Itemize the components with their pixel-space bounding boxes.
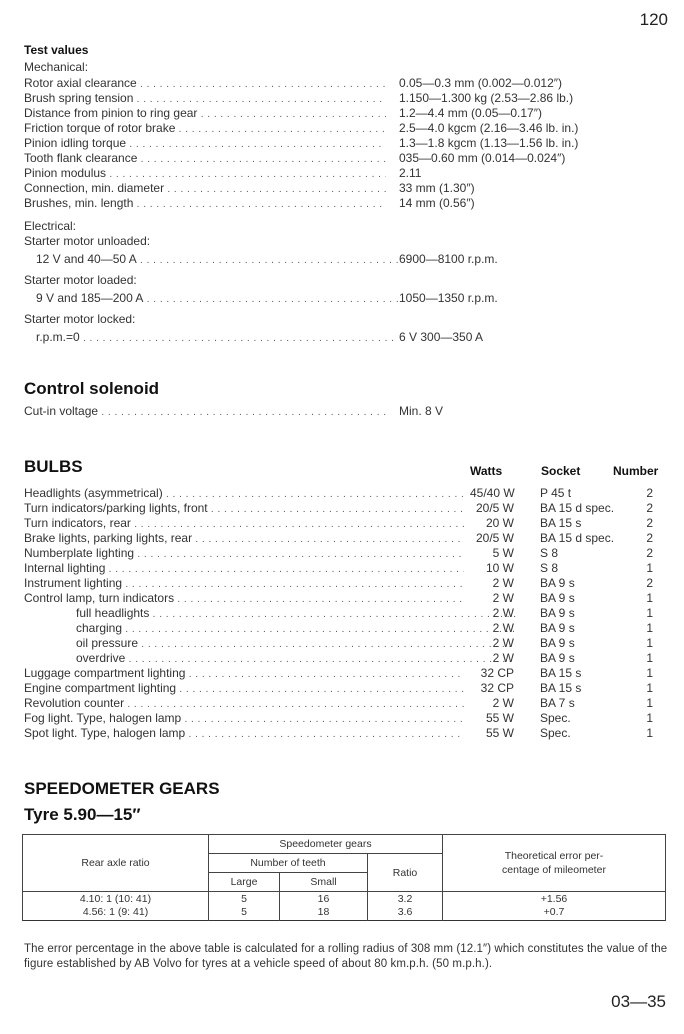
bulb-number: 2 xyxy=(646,531,653,545)
bulb-watts: 2 W xyxy=(492,606,514,620)
mechanical-value: 1.2—4.4 mm (0.05—0.17″) xyxy=(399,106,542,120)
bulb-watts: 32 CP xyxy=(480,666,514,680)
ratio-header: Ratio xyxy=(368,854,443,892)
bulb-label: Revolution counter . . . xyxy=(24,696,464,712)
error-cells xyxy=(443,892,666,921)
mechanical-label: Mechanical: xyxy=(24,60,89,74)
large-value: 5 xyxy=(241,906,247,918)
error-header-line-1: Theoretical error per- xyxy=(504,850,604,862)
bulb-watts: 2 W xyxy=(492,696,514,710)
bulb-socket: BA 15 d spec. xyxy=(540,501,615,515)
bulb-socket: Spec. xyxy=(540,726,571,740)
mechanical-label: Pinion idling torque . . . xyxy=(24,136,386,152)
bulb-number: 1 xyxy=(646,681,653,695)
page-reference: 03—35 xyxy=(611,992,666,1011)
electrical-value: 6900—8100 r.p.m. xyxy=(399,252,498,266)
large-header: Large xyxy=(209,873,280,892)
cut-in-voltage-value: Min. 8 V xyxy=(399,404,444,418)
electrical-heading: Starter motor loaded: xyxy=(24,273,137,287)
electrical-label: r.p.m.=0 . . . xyxy=(24,330,398,346)
control-solenoid-title: Control solenoid xyxy=(24,379,160,398)
small-value: 16 xyxy=(317,893,330,905)
mechanical-value: 33 mm (1.30″) xyxy=(399,181,475,195)
bulb-socket: BA 9 s xyxy=(540,621,575,635)
error-header-line-2: centage of mileometer xyxy=(502,864,606,876)
bulb-watts: 2 W xyxy=(492,591,514,605)
ratio-value: 3.6 xyxy=(397,906,413,918)
bulb-label: Headlights (asymmetrical) . . . xyxy=(24,486,464,502)
bulb-label: Turn indicators/parking lights, front . . . xyxy=(24,501,464,517)
mechanical-label: Friction torque of rotor brake . . . xyxy=(24,121,386,137)
bulb-label: Engine compartment lighting . . . xyxy=(24,681,464,697)
speedometer-gears-table xyxy=(22,834,666,921)
mechanical-value: 1.150—1.300 kg (2.53—2.86 lb.) xyxy=(399,91,574,105)
mechanical-value: 1.3—1.8 kgcm (1.13—1.56 lb. in.) xyxy=(399,136,579,150)
bulb-label: oil pressure . . . xyxy=(24,636,516,652)
electrical-heading: Starter motor locked: xyxy=(24,312,136,326)
bulb-socket: P 45 t xyxy=(540,486,572,500)
bulb-label: Brake lights, parking lights, rear . . . xyxy=(24,531,464,547)
error-value: +1.56 xyxy=(540,893,568,905)
rear-axle-header: Rear axle ratio xyxy=(23,835,209,892)
small-value: 18 xyxy=(317,906,330,918)
bulb-socket: BA 15 s xyxy=(540,666,582,680)
socket-header: Socket xyxy=(541,464,581,478)
electrical-label: Electrical: xyxy=(24,219,77,233)
large-cells xyxy=(209,892,280,921)
tyre-subtitle: Tyre 5.90—15″ xyxy=(24,805,141,824)
bulb-watts: 45/40 W xyxy=(470,486,515,500)
watts-header: Watts xyxy=(470,464,503,478)
bulb-label: charging . . . xyxy=(24,621,516,637)
bulb-number: 1 xyxy=(646,591,653,605)
mechanical-label: Brushes, min. length . . . xyxy=(24,196,386,212)
mechanical-label: Pinion modulus . . . xyxy=(24,166,386,182)
bulb-watts: 2 W xyxy=(492,576,514,590)
bulb-socket: BA 15 s xyxy=(540,681,582,695)
rear-axle-value: 4.56: 1 (9: 41) xyxy=(82,906,149,918)
ratio-cells xyxy=(368,892,443,921)
bulb-watts: 32 CP xyxy=(480,681,514,695)
bulbs-title: BULBS xyxy=(24,457,83,476)
mechanical-value: 035—0.60 mm (0.014—0.024″) xyxy=(399,151,566,165)
rear-axle-cells xyxy=(23,892,209,921)
bulb-socket: BA 9 s xyxy=(540,651,575,665)
small-cells xyxy=(280,892,368,921)
bulb-watts: 10 W xyxy=(485,561,514,575)
mechanical-label: Connection, min. diameter . . . xyxy=(24,181,386,197)
bulb-watts: 55 W xyxy=(485,711,514,725)
electrical-label: 12 V and 40—50 A . . . xyxy=(24,252,398,268)
speedometer-title: SPEEDOMETER GEARS xyxy=(24,779,220,798)
mechanical-label: Rotor axial clearance . . . xyxy=(24,76,386,92)
mechanical-label: Distance from pinion to ring gear . . . xyxy=(24,106,386,122)
error-header xyxy=(443,835,666,892)
bulb-number: 1 xyxy=(646,666,653,680)
bulb-watts: 20/5 W xyxy=(475,501,514,515)
bulb-number: 2 xyxy=(646,501,653,515)
small-header: Small xyxy=(280,873,368,892)
bulb-label: Turn indicators, rear . . . xyxy=(24,516,464,532)
ratio-value: 3.2 xyxy=(397,893,413,905)
bulb-number: 1 xyxy=(646,726,653,740)
bulb-label: Internal lighting . . . xyxy=(24,561,464,577)
mechanical-value: 0.05—0.3 mm (0.002—0.012″) xyxy=(399,76,562,90)
bulb-socket: BA 9 s xyxy=(540,606,575,620)
bulb-socket: BA 9 s xyxy=(540,576,575,590)
electrical-value: 1050—1350 r.p.m. xyxy=(399,291,498,305)
bulb-watts: 20 W xyxy=(485,516,514,530)
mechanical-label: Brush spring tension . . . xyxy=(24,91,386,107)
bulb-label: Instrument lighting . . . xyxy=(24,576,464,592)
bulb-label: Control lamp, turn indicators . . . xyxy=(24,591,464,607)
test-values-title: Test values xyxy=(24,43,89,57)
bulb-number: 1 xyxy=(646,621,653,635)
bulb-number: 1 xyxy=(646,561,653,575)
mechanical-value: 2.5—4.0 kgcm (2.16—3.46 lb. in.) xyxy=(399,121,579,135)
bulb-label: Numberplate lighting . . . xyxy=(24,546,464,562)
bulb-number: 2 xyxy=(646,546,653,560)
rear-axle-value: 4.10: 1 (10: 41) xyxy=(79,893,152,905)
mechanical-value: 2.11 xyxy=(399,166,422,180)
bulb-number: 1 xyxy=(646,711,653,725)
bulb-watts: 55 W xyxy=(485,726,514,740)
bulb-socket: BA 9 s xyxy=(540,591,575,605)
electrical-heading: Starter motor unloaded: xyxy=(24,234,151,248)
bulb-label: full headlights . . . xyxy=(24,606,516,622)
gears-header: Speedometer gears xyxy=(209,835,443,854)
bulb-number: 2 xyxy=(646,576,653,590)
bulb-watts: 2 W xyxy=(492,636,514,650)
bulb-watts: 5 W xyxy=(492,546,514,560)
bulb-label: Spot light. Type, halogen lamp . . . xyxy=(24,726,464,742)
bulb-socket: BA 7 s xyxy=(540,696,575,710)
bulb-number: 1 xyxy=(646,696,653,710)
bulb-watts: 20/5 W xyxy=(475,531,514,545)
bulb-socket: BA 9 s xyxy=(540,636,575,650)
bulb-number: 1 xyxy=(646,636,653,650)
cut-in-voltage-label: Cut-in voltage . . . xyxy=(24,404,386,420)
error-percentage-note: The error percentage in the above table is calculated for a rolling radius of 308 mm (12.1″) which constitutes the value of the figure established by AB Volvo for tyres at a vehicle speed of about 80 km.p.h. (50 m.p.h.). xyxy=(24,943,668,970)
bulb-watts: 2 W xyxy=(492,621,514,635)
bulb-number: 1 xyxy=(646,606,653,620)
bulb-label: overdrive . . . xyxy=(24,651,516,667)
bulb-socket: S 8 xyxy=(540,546,559,560)
bulb-label: Luggage compartment lighting . . . xyxy=(24,666,464,682)
page-number: 120 xyxy=(639,10,668,29)
bulb-number: 2 xyxy=(646,486,653,500)
electrical-value: 6 V 300—350 A xyxy=(399,330,484,344)
mechanical-label: Tooth flank clearance . . . xyxy=(24,151,386,167)
bulb-label: Fog light. Type, halogen lamp . . . xyxy=(24,711,464,727)
large-value: 5 xyxy=(241,893,247,905)
bulb-socket: BA 15 s xyxy=(540,516,582,530)
bulb-watts: 2 W xyxy=(492,651,514,665)
mechanical-value: 14 mm (0.56″) xyxy=(399,196,475,210)
number-header: Number xyxy=(613,464,659,478)
table-data-rows xyxy=(23,892,666,921)
bulb-socket: BA 15 d spec. xyxy=(540,531,615,545)
teeth-header: Number of teeth xyxy=(209,854,368,873)
bulb-number: 2 xyxy=(646,516,653,530)
error-value: +0.7 xyxy=(543,906,565,918)
bulb-socket: S 8 xyxy=(540,561,559,575)
bulb-number: 1 xyxy=(646,651,653,665)
bulb-socket: Spec. xyxy=(540,711,571,725)
electrical-label: 9 V and 185—200 A . . . xyxy=(24,291,398,307)
